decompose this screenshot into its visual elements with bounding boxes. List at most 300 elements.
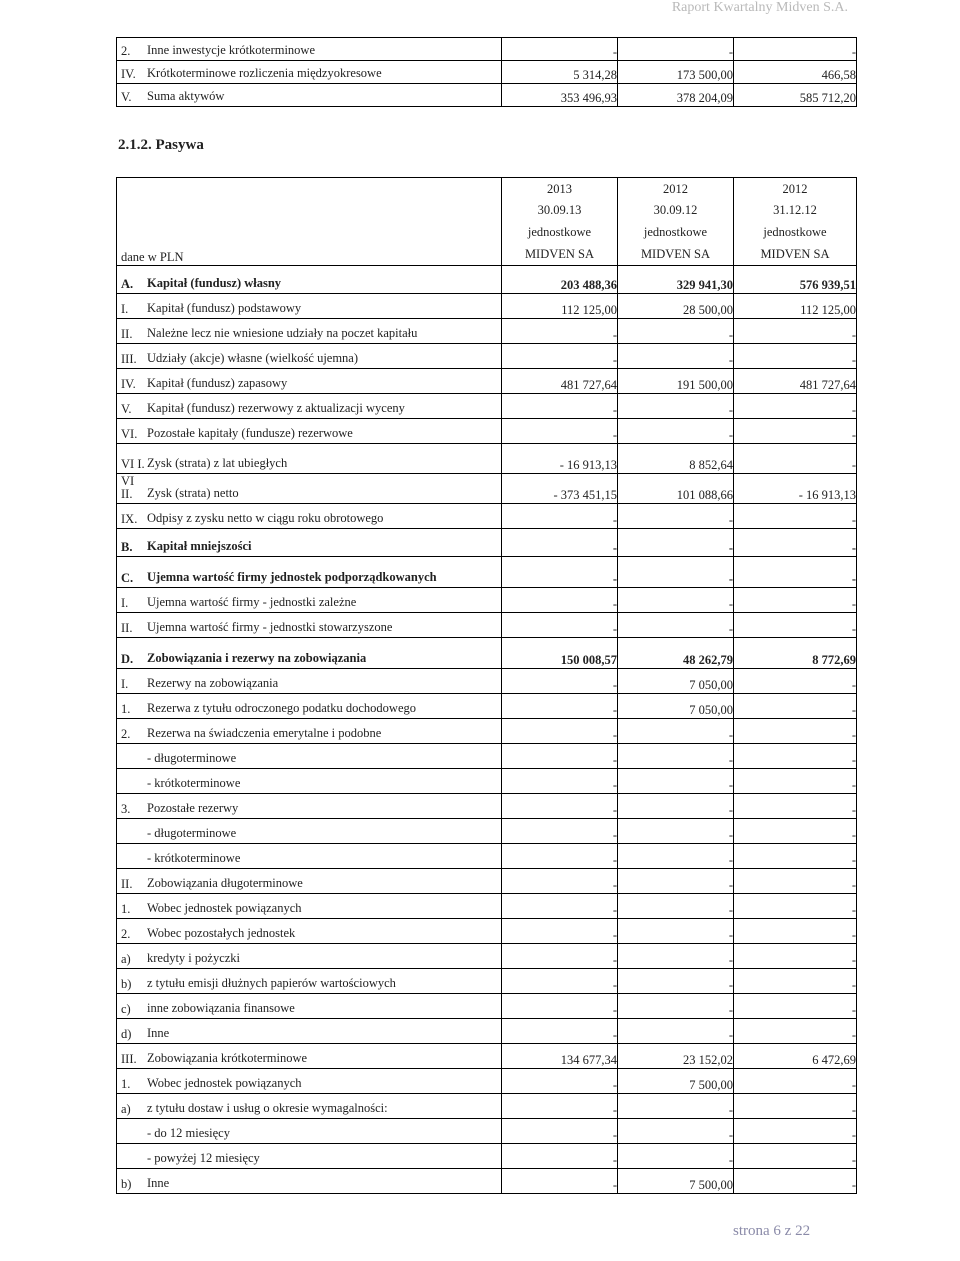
row-code: V. (121, 401, 132, 416)
value: - 373 451,15 (553, 488, 617, 502)
table-row (117, 266, 857, 294)
table-row (117, 1044, 857, 1069)
value: - (728, 878, 733, 892)
value: - (728, 1003, 733, 1017)
value: - (851, 878, 856, 892)
row-title: Zysk (strata) z lat ubiegłych (147, 456, 288, 470)
value: - (612, 853, 617, 867)
value-cell (502, 694, 618, 719)
row-label (121, 401, 501, 416)
value-cell (502, 61, 618, 84)
value: - (728, 403, 733, 417)
value-cell (734, 944, 857, 969)
value: - (612, 353, 617, 367)
row-title: Inne inwestycje krótkoterminowe (147, 43, 316, 57)
value: - (851, 328, 856, 342)
row-label-cell (117, 1144, 502, 1169)
row-code: d) (121, 1026, 132, 1041)
row-title: inne zobowiązania finansowe (147, 1001, 295, 1015)
table-row (117, 84, 857, 107)
value: - (851, 678, 856, 692)
value-cell (734, 794, 857, 819)
row-label-cell (117, 819, 502, 844)
value: - (728, 978, 733, 992)
value-cell (734, 474, 857, 504)
row-code: 1. (121, 701, 131, 716)
row-title: Rezerwy na zobowiązania (147, 676, 279, 690)
column-header-3 (734, 178, 857, 266)
row-label (121, 456, 501, 471)
row-label-cell (117, 1169, 502, 1194)
value-cell (618, 1144, 734, 1169)
row-label (121, 851, 501, 866)
row-code: A. (121, 276, 134, 291)
value: - (612, 803, 617, 817)
value: - (851, 403, 856, 417)
value-cell (502, 38, 618, 61)
row-code: 2. (121, 43, 131, 58)
value: 7 500,00 (689, 1078, 733, 1092)
row-label (121, 1151, 501, 1166)
column-date: 30.09.12 (653, 203, 698, 217)
value-cell (618, 419, 734, 444)
value: - (851, 728, 856, 742)
value-cell (734, 394, 857, 419)
value-cell (502, 894, 618, 919)
value: - (728, 45, 733, 59)
row-label-cell (117, 994, 502, 1019)
value-cell (618, 474, 734, 504)
value: - (851, 541, 856, 555)
row-label (121, 376, 501, 391)
row-label (121, 951, 501, 966)
value: 5 314,28 (573, 68, 617, 82)
value: 8 852,64 (689, 458, 733, 472)
column-year: 2012 (663, 182, 688, 196)
value: - (851, 428, 856, 442)
table-row (117, 694, 857, 719)
table-row (117, 894, 857, 919)
row-label (121, 976, 501, 991)
value: - (612, 928, 617, 942)
column-header-2 (618, 178, 734, 266)
value-cell (502, 969, 618, 994)
table-row (117, 794, 857, 819)
table-row (117, 474, 857, 504)
value-cell (502, 638, 618, 669)
value-cell (618, 61, 734, 84)
row-title: - długoterminowe (147, 751, 237, 765)
table-row (117, 344, 857, 369)
value: - (851, 1003, 856, 1017)
row-title: - długoterminowe (147, 826, 237, 840)
row-title: Wobec pozostałych jednostek (147, 926, 296, 940)
value-cell (502, 504, 618, 529)
value-cell (502, 444, 618, 474)
row-label-cell (117, 344, 502, 369)
value: - (612, 878, 617, 892)
row-label-cell (117, 894, 502, 919)
row-label-cell (117, 638, 502, 669)
row-code: VI. (121, 426, 138, 441)
value: - (728, 1153, 733, 1167)
value: - (612, 513, 617, 527)
value: - (728, 903, 733, 917)
table-row (117, 1144, 857, 1169)
row-title: Ujemna wartość firmy - jednostki stowarzyszone (147, 620, 393, 634)
column-year: 2012 (782, 182, 808, 196)
row-label (121, 726, 501, 741)
row-label (121, 1176, 501, 1191)
value: - (728, 953, 733, 967)
row-title: Kapitał (fundusz) własny (147, 276, 282, 290)
value-cell (618, 588, 734, 613)
row-label (121, 1076, 501, 1091)
value-cell (618, 1119, 734, 1144)
row-label-cell (117, 61, 502, 84)
value-cell (502, 474, 618, 504)
value-cell (734, 61, 857, 84)
value: - (851, 597, 856, 611)
value: 134 677,34 (560, 1053, 617, 1067)
value: 191 500,00 (676, 378, 733, 392)
row-title: z tytułu emisji dłużnych papierów wartościowych (147, 976, 396, 990)
row-title: Ujemna wartość firmy jednostek podporządkowanych (147, 570, 437, 584)
row-label-cell (117, 1019, 502, 1044)
value-cell (618, 1019, 734, 1044)
value: - (612, 403, 617, 417)
value-cell (618, 869, 734, 894)
row-label-cell (117, 1094, 502, 1119)
row-label (121, 1126, 501, 1141)
value: 48 262,79 (683, 653, 733, 667)
row-label (121, 475, 501, 501)
row-label (121, 701, 501, 716)
value-cell (734, 613, 857, 638)
value: 576 939,51 (799, 278, 856, 292)
row-label (121, 776, 501, 791)
row-title: Rezerwa z tytułu odroczonego podatku dochodowego (147, 701, 417, 715)
value-cell (502, 794, 618, 819)
value-cell (618, 394, 734, 419)
value: - (851, 45, 856, 59)
value: - (612, 1178, 617, 1192)
value-cell (618, 638, 734, 669)
row-label (121, 89, 501, 104)
value: - (612, 953, 617, 967)
value-cell (618, 719, 734, 744)
value: - (612, 597, 617, 611)
value-cell (734, 588, 857, 613)
row-label (121, 651, 501, 666)
value-cell (502, 1094, 618, 1119)
row-title: Kapitał (fundusz) podstawowy (147, 301, 302, 315)
value-cell (502, 557, 618, 588)
value: - (728, 353, 733, 367)
value: 203 488,36 (560, 278, 617, 292)
value: - (612, 1103, 617, 1117)
value-cell (618, 844, 734, 869)
column-entity: MIDVEN SA (524, 247, 595, 261)
row-label (121, 426, 501, 441)
value: 173 500,00 (676, 68, 733, 82)
value: - (612, 678, 617, 692)
table-row (117, 319, 857, 344)
value: - (851, 753, 856, 767)
row-label-cell (117, 769, 502, 794)
row-code: II. (121, 876, 133, 891)
value-cell (734, 638, 857, 669)
row-label-cell (117, 529, 502, 557)
value: - (851, 703, 856, 717)
value-cell (618, 694, 734, 719)
value: 101 088,66 (676, 488, 733, 502)
value-cell (502, 1069, 618, 1094)
value-cell (734, 769, 857, 794)
value-cell (618, 744, 734, 769)
row-code: 2. (121, 726, 131, 741)
row-code: 1. (121, 901, 131, 916)
value-cell (618, 919, 734, 944)
table-row (117, 769, 857, 794)
table-row (117, 613, 857, 638)
value: - (851, 572, 856, 586)
row-code: 1. (121, 1076, 131, 1091)
value: - (851, 853, 856, 867)
value: - (612, 903, 617, 917)
row-label (121, 1001, 501, 1016)
row-code: 2. (121, 926, 131, 941)
table-row (117, 669, 857, 694)
value-cell (502, 744, 618, 769)
column-header-1 (502, 178, 618, 266)
table-row (117, 1094, 857, 1119)
table-row (117, 369, 857, 394)
table-row (117, 38, 857, 61)
value: 6 472,69 (812, 1053, 856, 1067)
value: - (851, 458, 856, 472)
value: 585 712,20 (799, 91, 856, 105)
row-title: kredyty i pożyczki (147, 951, 241, 965)
row-title: Odpisy z zysku netto w ciągu roku obrotowego (147, 511, 384, 525)
table-row (117, 919, 857, 944)
value-cell (502, 529, 618, 557)
row-code: a) (121, 1101, 131, 1116)
value-cell (734, 1044, 857, 1069)
row-label (121, 301, 501, 316)
value: 7 050,00 (689, 678, 733, 692)
row-title: Wobec jednostek powiązanych (147, 1076, 302, 1090)
value-cell (618, 1169, 734, 1194)
value-cell (734, 969, 857, 994)
value: - (612, 328, 617, 342)
row-label-cell (117, 694, 502, 719)
value-cell (618, 319, 734, 344)
row-title: Inne (147, 1026, 170, 1040)
value: - 16 913,13 (798, 488, 856, 502)
value: 7 500,00 (689, 1178, 733, 1192)
value: - (728, 828, 733, 842)
value-cell (618, 969, 734, 994)
value-cell (734, 744, 857, 769)
value: - (728, 328, 733, 342)
row-code: I. (121, 301, 129, 316)
row-label-cell (117, 1069, 502, 1094)
row-label (121, 620, 501, 635)
row-code: VI II. (121, 473, 135, 501)
value-cell (734, 344, 857, 369)
value: - (612, 978, 617, 992)
value: - (612, 728, 617, 742)
value: - (612, 1153, 617, 1167)
value: - (612, 1128, 617, 1142)
table-row (117, 294, 857, 319)
value: - (851, 828, 856, 842)
row-title: - krótkoterminowe (147, 776, 241, 790)
value-cell (502, 369, 618, 394)
row-title: Kapitał (fundusz) rezerwowy z aktualizacji wyceny (147, 401, 405, 415)
row-code: II. (121, 326, 133, 341)
value-cell (618, 669, 734, 694)
row-label (121, 66, 501, 81)
row-code: b) (121, 976, 132, 991)
row-title: Pozostałe kapitały (fundusze) rezerwowe (147, 426, 353, 440)
row-title: - krótkoterminowe (147, 851, 241, 865)
row-label (121, 901, 501, 916)
value-cell (502, 84, 618, 107)
value: - (612, 828, 617, 842)
value-cell (618, 1094, 734, 1119)
value: - (612, 1003, 617, 1017)
value-cell (618, 444, 734, 474)
row-title: Pozostałe rezerwy (147, 801, 239, 815)
row-label (121, 926, 501, 941)
value-cell (502, 844, 618, 869)
table-row (117, 444, 857, 474)
value-cell (734, 266, 857, 294)
value: 481 727,64 (799, 378, 856, 392)
value-cell (734, 504, 857, 529)
value: - 16 913,13 (559, 458, 617, 472)
value-cell (618, 504, 734, 529)
row-label-cell (117, 38, 502, 61)
value-cell (618, 369, 734, 394)
value-cell (734, 419, 857, 444)
value-cell (734, 719, 857, 744)
value: - (728, 572, 733, 586)
row-label-cell (117, 719, 502, 744)
value: - (612, 45, 617, 59)
row-label-cell (117, 557, 502, 588)
row-label (121, 1026, 501, 1041)
value: - (728, 541, 733, 555)
row-title: Wobec jednostek powiązanych (147, 901, 302, 915)
value-cell (502, 344, 618, 369)
value-cell (618, 1069, 734, 1094)
value-cell (734, 319, 857, 344)
row-title: Ujemna wartość firmy - jednostki zależne (147, 595, 357, 609)
value: - (728, 728, 733, 742)
value: - (728, 853, 733, 867)
value: 150 008,57 (560, 653, 617, 667)
row-label-cell (117, 369, 502, 394)
value-cell (734, 1019, 857, 1044)
assets-summary-table (116, 37, 857, 107)
value-cell (502, 394, 618, 419)
row-label-cell (117, 444, 502, 474)
row-label-cell (117, 613, 502, 638)
row-label-cell (117, 969, 502, 994)
table-row (117, 969, 857, 994)
value-cell (734, 844, 857, 869)
value-cell (734, 369, 857, 394)
value-cell (734, 694, 857, 719)
value-cell (734, 444, 857, 474)
value-cell (734, 819, 857, 844)
value: - (851, 1178, 856, 1192)
column-year: 2013 (547, 182, 572, 196)
value: 466,58 (821, 68, 856, 82)
liabilities-table (116, 177, 857, 1194)
table-row (117, 994, 857, 1019)
value-cell (618, 529, 734, 557)
value: - (728, 513, 733, 527)
table-row (117, 394, 857, 419)
value-cell (734, 1094, 857, 1119)
row-code: I. (121, 676, 129, 691)
table-row (117, 1169, 857, 1194)
row-label-cell (117, 419, 502, 444)
value: - (851, 622, 856, 636)
value-cell (502, 769, 618, 794)
table-row (117, 588, 857, 613)
value-cell (502, 869, 618, 894)
table-row (117, 944, 857, 969)
value: 481 727,64 (560, 378, 617, 392)
value-cell (502, 994, 618, 1019)
table-row (117, 504, 857, 529)
value: - (851, 1128, 856, 1142)
value-cell (618, 557, 734, 588)
table-row (117, 819, 857, 844)
table-row (117, 529, 857, 557)
value: - (851, 903, 856, 917)
row-code: IV. (121, 376, 136, 391)
row-code: 3. (121, 801, 131, 816)
value-cell (734, 1069, 857, 1094)
row-label-cell (117, 588, 502, 613)
row-code: III. (121, 1051, 137, 1066)
table-row (117, 1119, 857, 1144)
row-label-cell (117, 869, 502, 894)
row-label (121, 326, 501, 341)
row-label (121, 539, 501, 554)
row-label (121, 826, 501, 841)
row-code: B. (121, 539, 133, 554)
value-cell (618, 38, 734, 61)
value: - (851, 1153, 856, 1167)
table-row (117, 1069, 857, 1094)
page-number: strona 6 z 22 (733, 1223, 811, 1239)
value-cell (618, 769, 734, 794)
row-title: Zobowiązania długoterminowe (147, 876, 303, 890)
row-title: - do 12 miesięcy (147, 1126, 230, 1140)
value-cell (502, 294, 618, 319)
row-code: IX. (121, 511, 138, 526)
value: - (728, 622, 733, 636)
value: 353 496,93 (560, 91, 617, 105)
value-cell (734, 38, 857, 61)
